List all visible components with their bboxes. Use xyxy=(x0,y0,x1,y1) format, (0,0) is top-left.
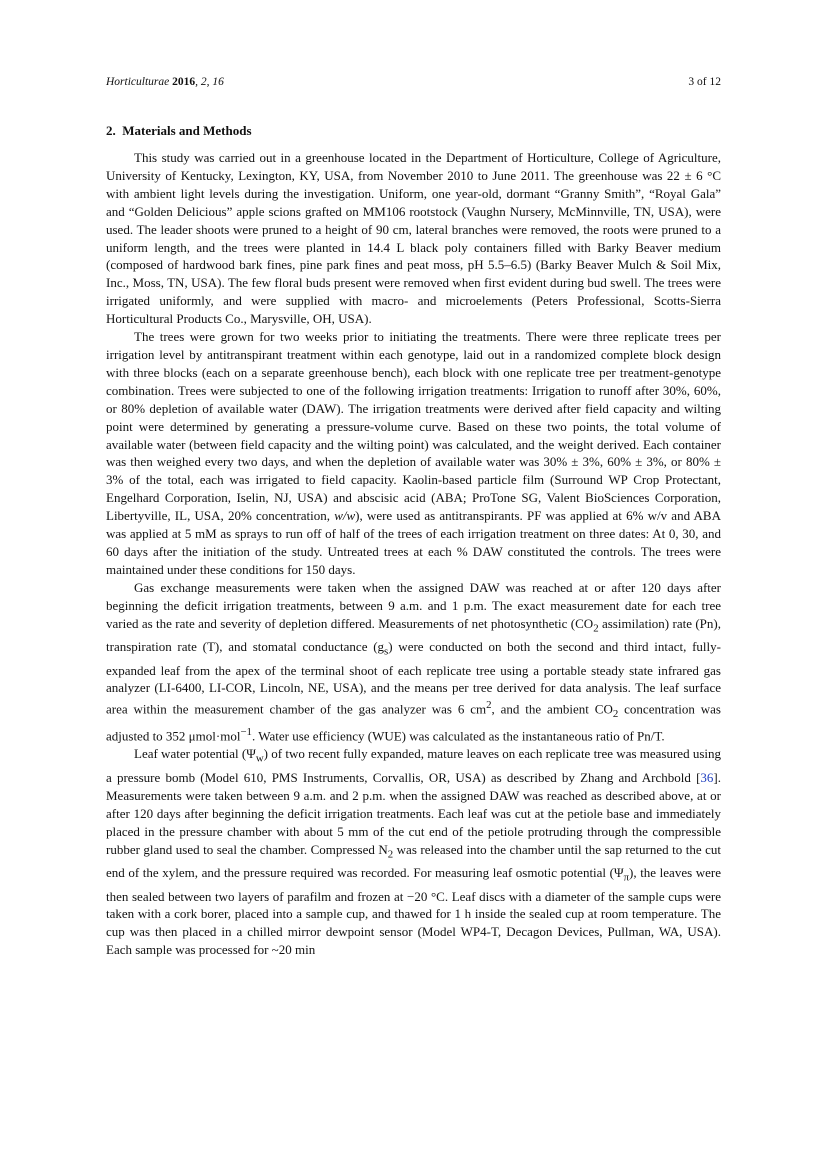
paragraph-3-text-f: . Water use efficiency (WUE) was calculated as the instantaneous ratio of Pn/T. xyxy=(251,728,665,744)
paragraph-4-text-b: ) of two recent fully expanded, mature leaves on each replicate tree was measured using a pressure bomb (Model 610, PMS Instruments, Corvallis, OR, USA) as described by Zhang and Archbold [ xyxy=(106,746,722,785)
section-body xyxy=(106,149,721,959)
journal-volume: , 2, 16 xyxy=(195,76,224,88)
paragraph-3-sup: 2 xyxy=(486,699,492,712)
reference-link[interactable]: 36 xyxy=(700,769,714,785)
section-heading xyxy=(106,123,252,139)
page-number: 3 of 12 xyxy=(688,76,721,88)
paragraph-3-sub: 2 xyxy=(593,622,599,635)
paragraph-3-text-a: Gas exchange measurements were taken when the assigned DAW was reached at or after 120 days after beginning the deficit irrigation treatments, between 9 a.m. and 1 p.m. The exact measurement date for each tree varied as the rate and severity of depletion differed. Measurements of net photosynthetic (CO xyxy=(106,579,721,631)
paragraph-3-text-b: assimilation) rate (Pn), transpiration rate (T), and stomatal conductance (g xyxy=(106,615,721,655)
paragraph-4-sub-n2: 2 xyxy=(387,848,394,861)
paragraph-3-sup-neg: −1 xyxy=(240,726,252,739)
running-header xyxy=(106,76,721,88)
journal-name: Horticulturae xyxy=(106,76,170,88)
paragraph-2-text-a: The trees were grown for two weeks prior to initiating the treatments. There were three replicate trees per irrigation level by antitranspirant treatment within each genotype, laid out in a randomized complete block design with three blocks (each on a separate greenhouse bench), each block with one replicate tree per treatment-genotype combination. Trees were subjected to one of the following irrigation treatments: Irrigation to runoff after 30%, 60%, or 80% depletion of available water (DAW). The irrigation treatments were derived after field capacity and wilting point were determined by generating a pressure-volume curve. Based on these two points, the total volume of available water (between field capacity and the wilting point) was calculated, and the weight derived. Each container was then weighed every two days, and when the depletion of available water was 30% ± 3%, 60% ± 3%, or 80% ± 3% of the total, each was irrigated to field capacity. Kaolin-based particle film (Surround WP Crop Protectant, Engelhard Corporation, Iselin, NJ, USA) and abscisic acid (ABA; ProTone SG, Valent BioSciences Corporation, Libertyville, IL, USA, 20% concentration, xyxy=(106,329,721,524)
paragraph-1: This study was carried out in a greenhouse located in the Department of Horticulture, College of Agriculture, University of Kentucky, Lexington, KY, USA, from November 2010 to June 2011. The greenhouse was 22 ± 6 °C with ambient light levels during the investigation. Uniform, one year-old, dormant “Granny Smith”, “Royal Gala” and “Golden Delicious” apple scions grafted on MM106 rootstock (Vaughn Nursery, McMinnville, TN, USA), were used. The leader shoots were pruned to a height of 90 cm, lateral branches were removed, the roots were pruned to a uniform length, and the trees were planted in 14.4 L black poly containers filled with Barky Beaver medium (composed of hardwood bark fines, pine park fines and peat moss, pH 5.5–6.5) (Barky Beaver Mulch & Soil Mix, Inc., Moss, TN, USA). The few floral buds present were removed when first evident during bud swell. The trees were irrigated uniformly, and were supplied with macro- and microelements (Peters Professional, Scotts-Sierra Horticultural Products Co., Marysville, OH, USA). xyxy=(106,150,721,327)
paragraph-2-italic: w/w xyxy=(334,508,356,524)
paragraph-3-text-e: concentration was adjusted to 352 μmol·mol xyxy=(106,701,721,744)
paragraph-3-text-c: ) were conducted on both the second and third intact, fully-expanded leaf from the apex of the terminal shoot of each replicate tree using a portable steady state infrared gas analyzer (LI-6400, LI-COR, Lincoln, NE, USA), and the means per tree derived for data analysis. The leaf surface area within the measurement chamber of the gas analyzer was 6 cm xyxy=(106,639,721,717)
paragraph-4-text-d: was released into the chamber until the sap returned to the cut end of the xylem, and the pressure required was recorded. For measuring leaf osmotic potential (Ψ xyxy=(106,841,721,881)
paragraph-3-text-d: , and the ambient CO xyxy=(491,701,613,717)
journal-year: 2016 xyxy=(172,76,196,88)
paragraph-2-text-b: ), were used as antitranspirants. PF was applied at 6% w/v and ABA was applied at 5 mM as sprays to run off of half of the trees of each irrigation treatment on three dates: At 0, 30, and 60 days after the initiation of the study. Untreated trees at each % DAW constituted the controls. The trees were maintained under these conditions for 150 days. xyxy=(106,508,721,577)
paragraph-3-sub-s: s xyxy=(384,645,389,658)
paragraph-3-sub-b: 2 xyxy=(612,708,619,721)
paragraph-3 xyxy=(106,579,721,746)
paragraph-4-sub-w: w xyxy=(255,753,264,766)
paragraph-4-text-e: ), the leaves were then sealed between two layers of parafilm and frozen at −20 °C. Leaf discs with a diameter of the sample cups were taken with a cork borer, placed into a sample cup, and thawed for 1 h inside the sealed cup at room temperature. The cup was then placed in a chilled mirror dewpoint sensor (Model WP4-T, Decagon Devices, Pullman, WA, USA). Each sample was processed for ~20 min xyxy=(106,865,722,958)
paragraph-4-text-c: ]. Measurements were taken between 9 a.m. and 2 p.m. when the assigned DAW was reached as described above, at or after 120 days after beginning the deficit irrigation treatments. Each leaf was cut at the petiole base and immediately placed in the pressure chamber with about 5 mm of the cut end of the petiole protruding through the compressible rubber gland used to seal the chamber. Compressed N xyxy=(106,769,721,857)
paragraph-4-sub-pi: π xyxy=(623,871,630,884)
section-title: Materials and Methods xyxy=(122,123,252,138)
journal-citation xyxy=(106,76,224,88)
section-number: 2. xyxy=(106,123,116,138)
paragraph-2 xyxy=(106,328,721,579)
paragraph-4-text-a: Leaf water potential (Ψ xyxy=(134,746,256,762)
paragraph-4 xyxy=(106,745,721,959)
